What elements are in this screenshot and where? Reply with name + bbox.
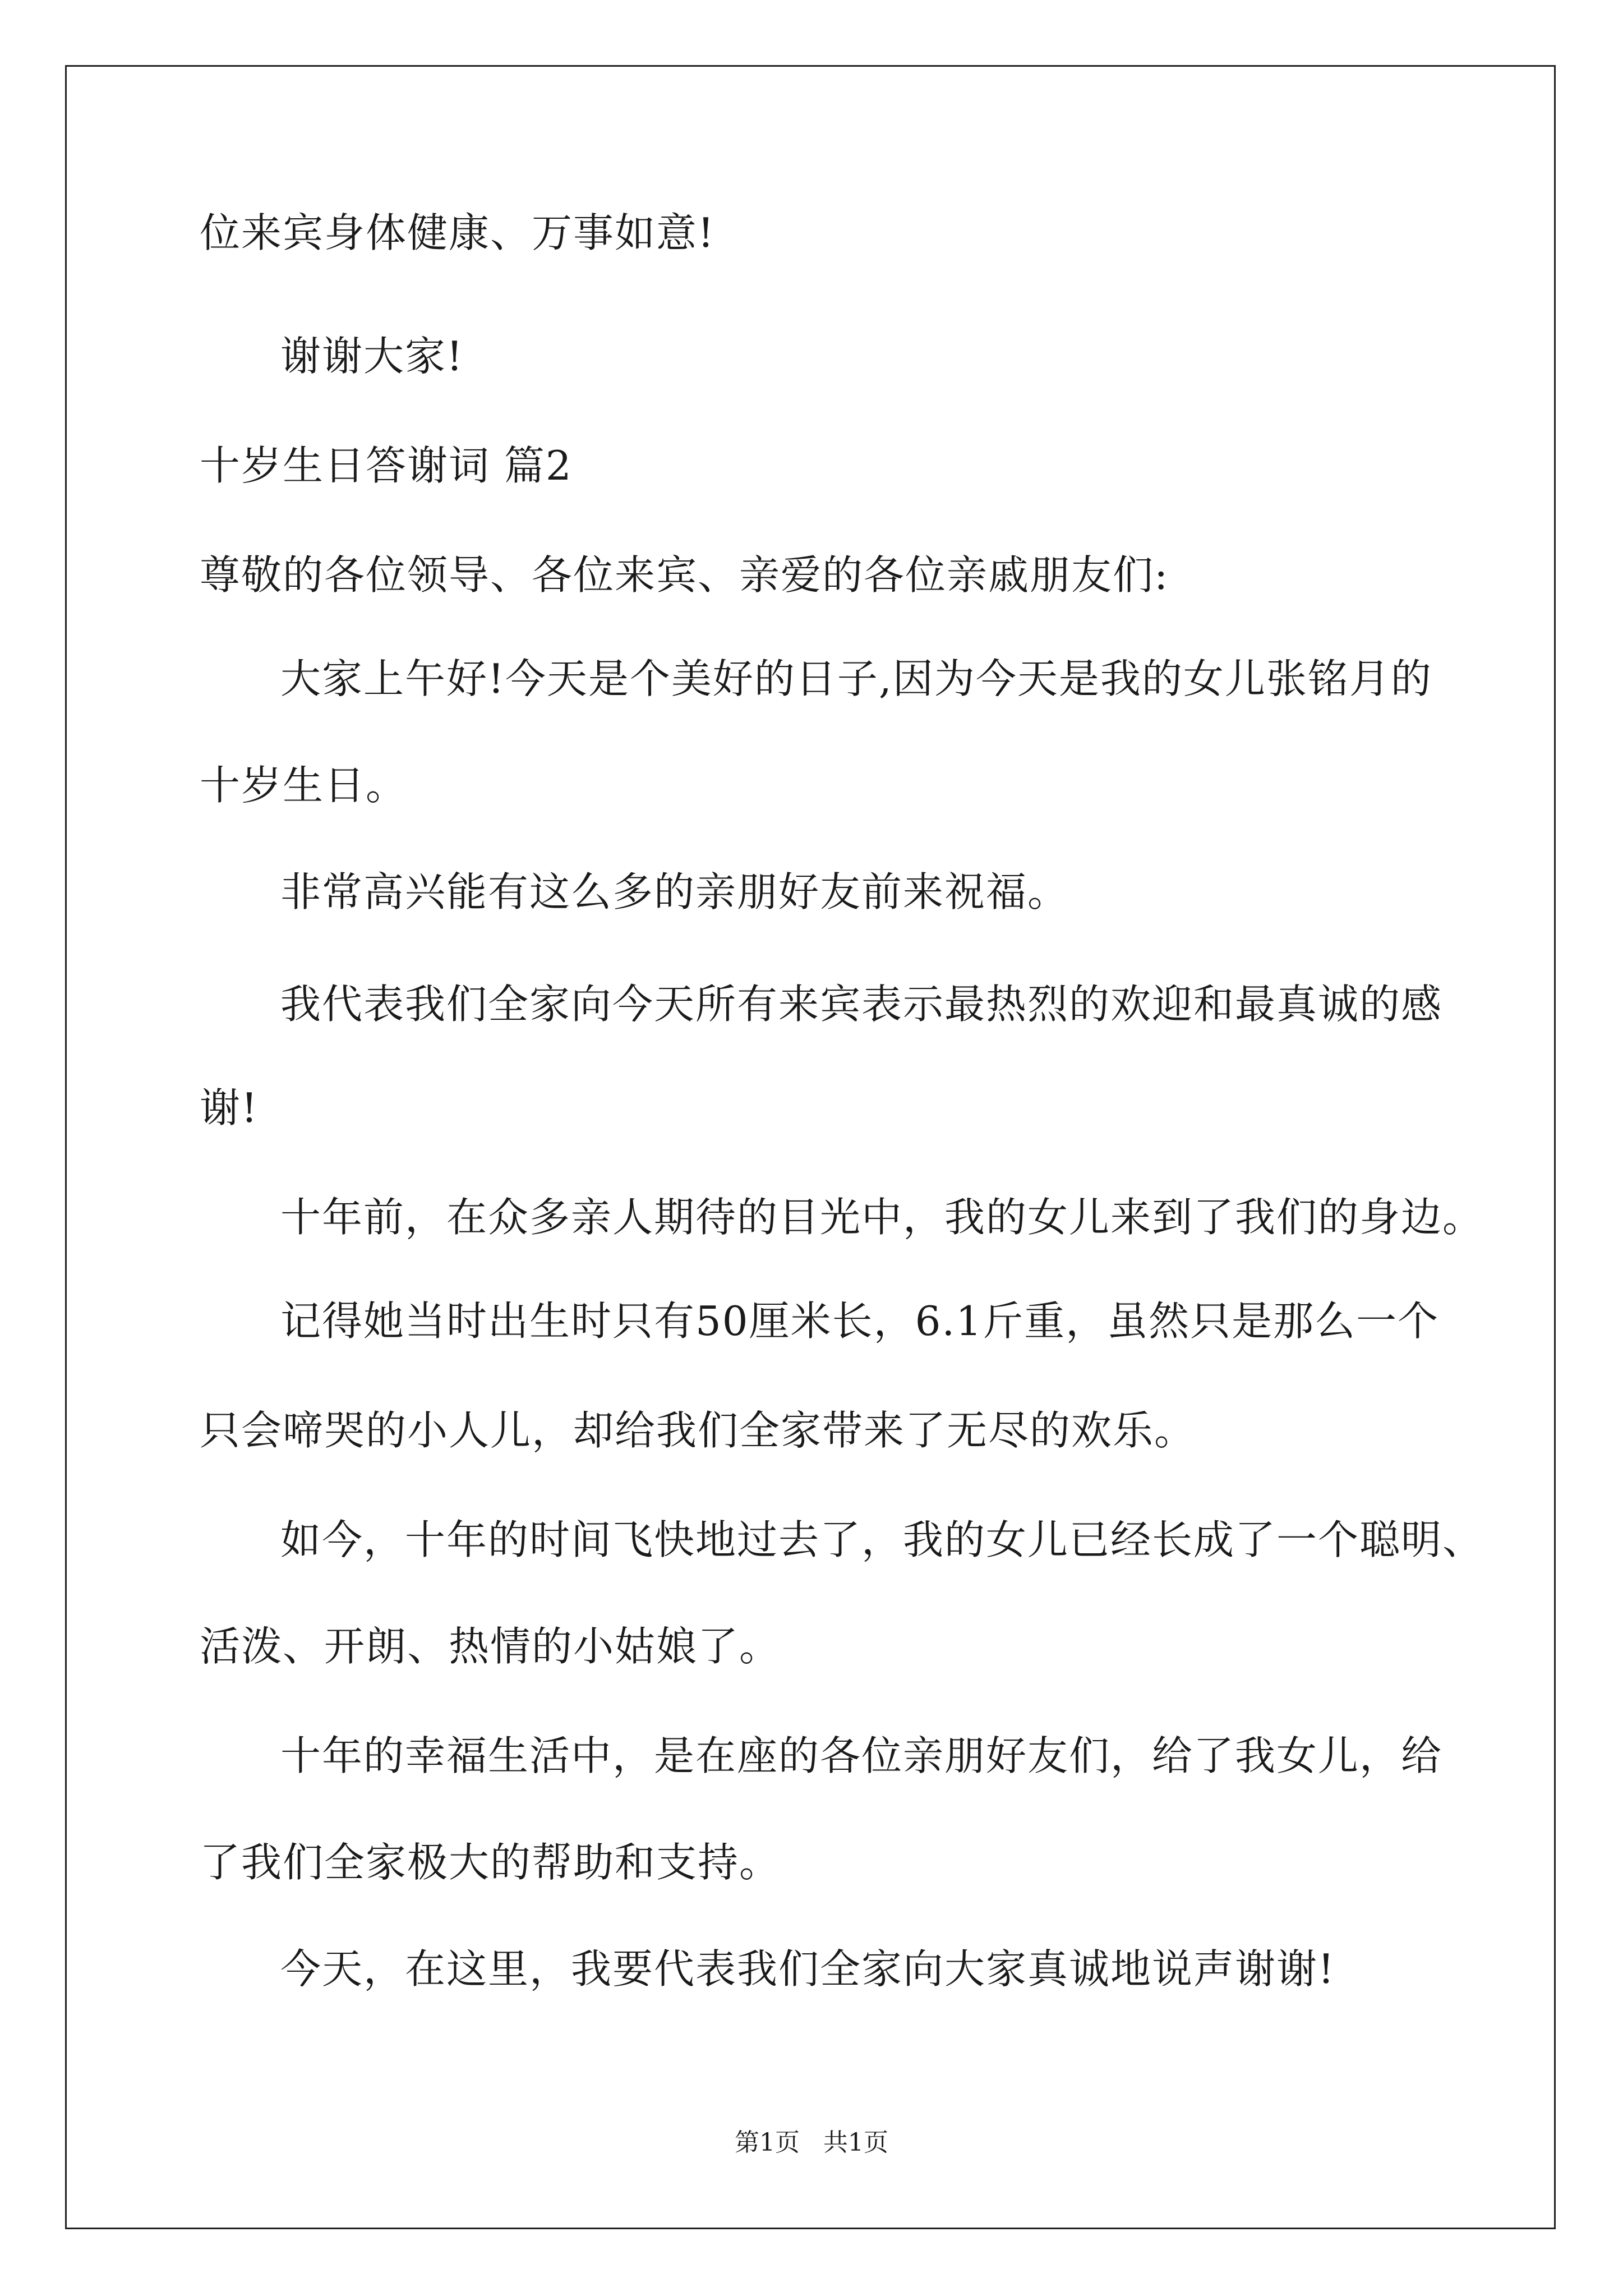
body-line-5: 大家上午好!今天是个美好的日子,因为今天是我的女儿张铭月的 — [280, 655, 1432, 702]
body-line-15: 十年的幸福生活中，是在座的各位亲朋好友们，给了我女儿，给 — [280, 1732, 1443, 1779]
body-line-12: 只会啼哭的小人儿，却给我们全家带来了无尽的欢乐。 — [200, 1407, 1196, 1454]
page-footer: 第1页 共1页 — [735, 2128, 888, 2157]
body-line-8: 我代表我们全家向今天所有来宾表示最热烈的欢迎和最真诚的感 — [280, 981, 1443, 1028]
body-line-10: 十年前，在众多亲人期待的目光中，我的女儿来到了我们的身边。 — [280, 1194, 1484, 1241]
body-line-13: 如今，十年的时间飞快地过去了，我的女儿已经长成了一个聪明、 — [280, 1516, 1484, 1563]
section-heading: 十岁生日答谢词 篇2 — [200, 442, 573, 489]
body-line-7: 非常高兴能有这么多的亲朋好友前来祝福。 — [280, 868, 1069, 915]
body-line-9: 谢! — [200, 1084, 259, 1131]
page-frame — [65, 65, 1556, 2229]
body-line-1: 位来宾身体健康、万事如意! — [200, 209, 715, 256]
body-line-16: 了我们全家极大的帮助和支持。 — [200, 1839, 781, 1886]
body-line-14: 活泼、开朗、热情的小姑娘了。 — [200, 1623, 781, 1670]
body-line-17: 今天，在这里，我要代表我们全家向大家真诚地说声谢谢! — [280, 1945, 1335, 1993]
body-line-6: 十岁生日。 — [200, 762, 408, 809]
body-line-11: 记得她当时出生时只有50厘米长，6.1斤重，虽然只是那么一个 — [280, 1297, 1440, 1345]
salutation-line: 尊敬的各位领导、各位来宾、亲爱的各位亲戚朋友们: — [200, 551, 1169, 599]
body-line-2: 谢谢大家! — [280, 333, 464, 380]
